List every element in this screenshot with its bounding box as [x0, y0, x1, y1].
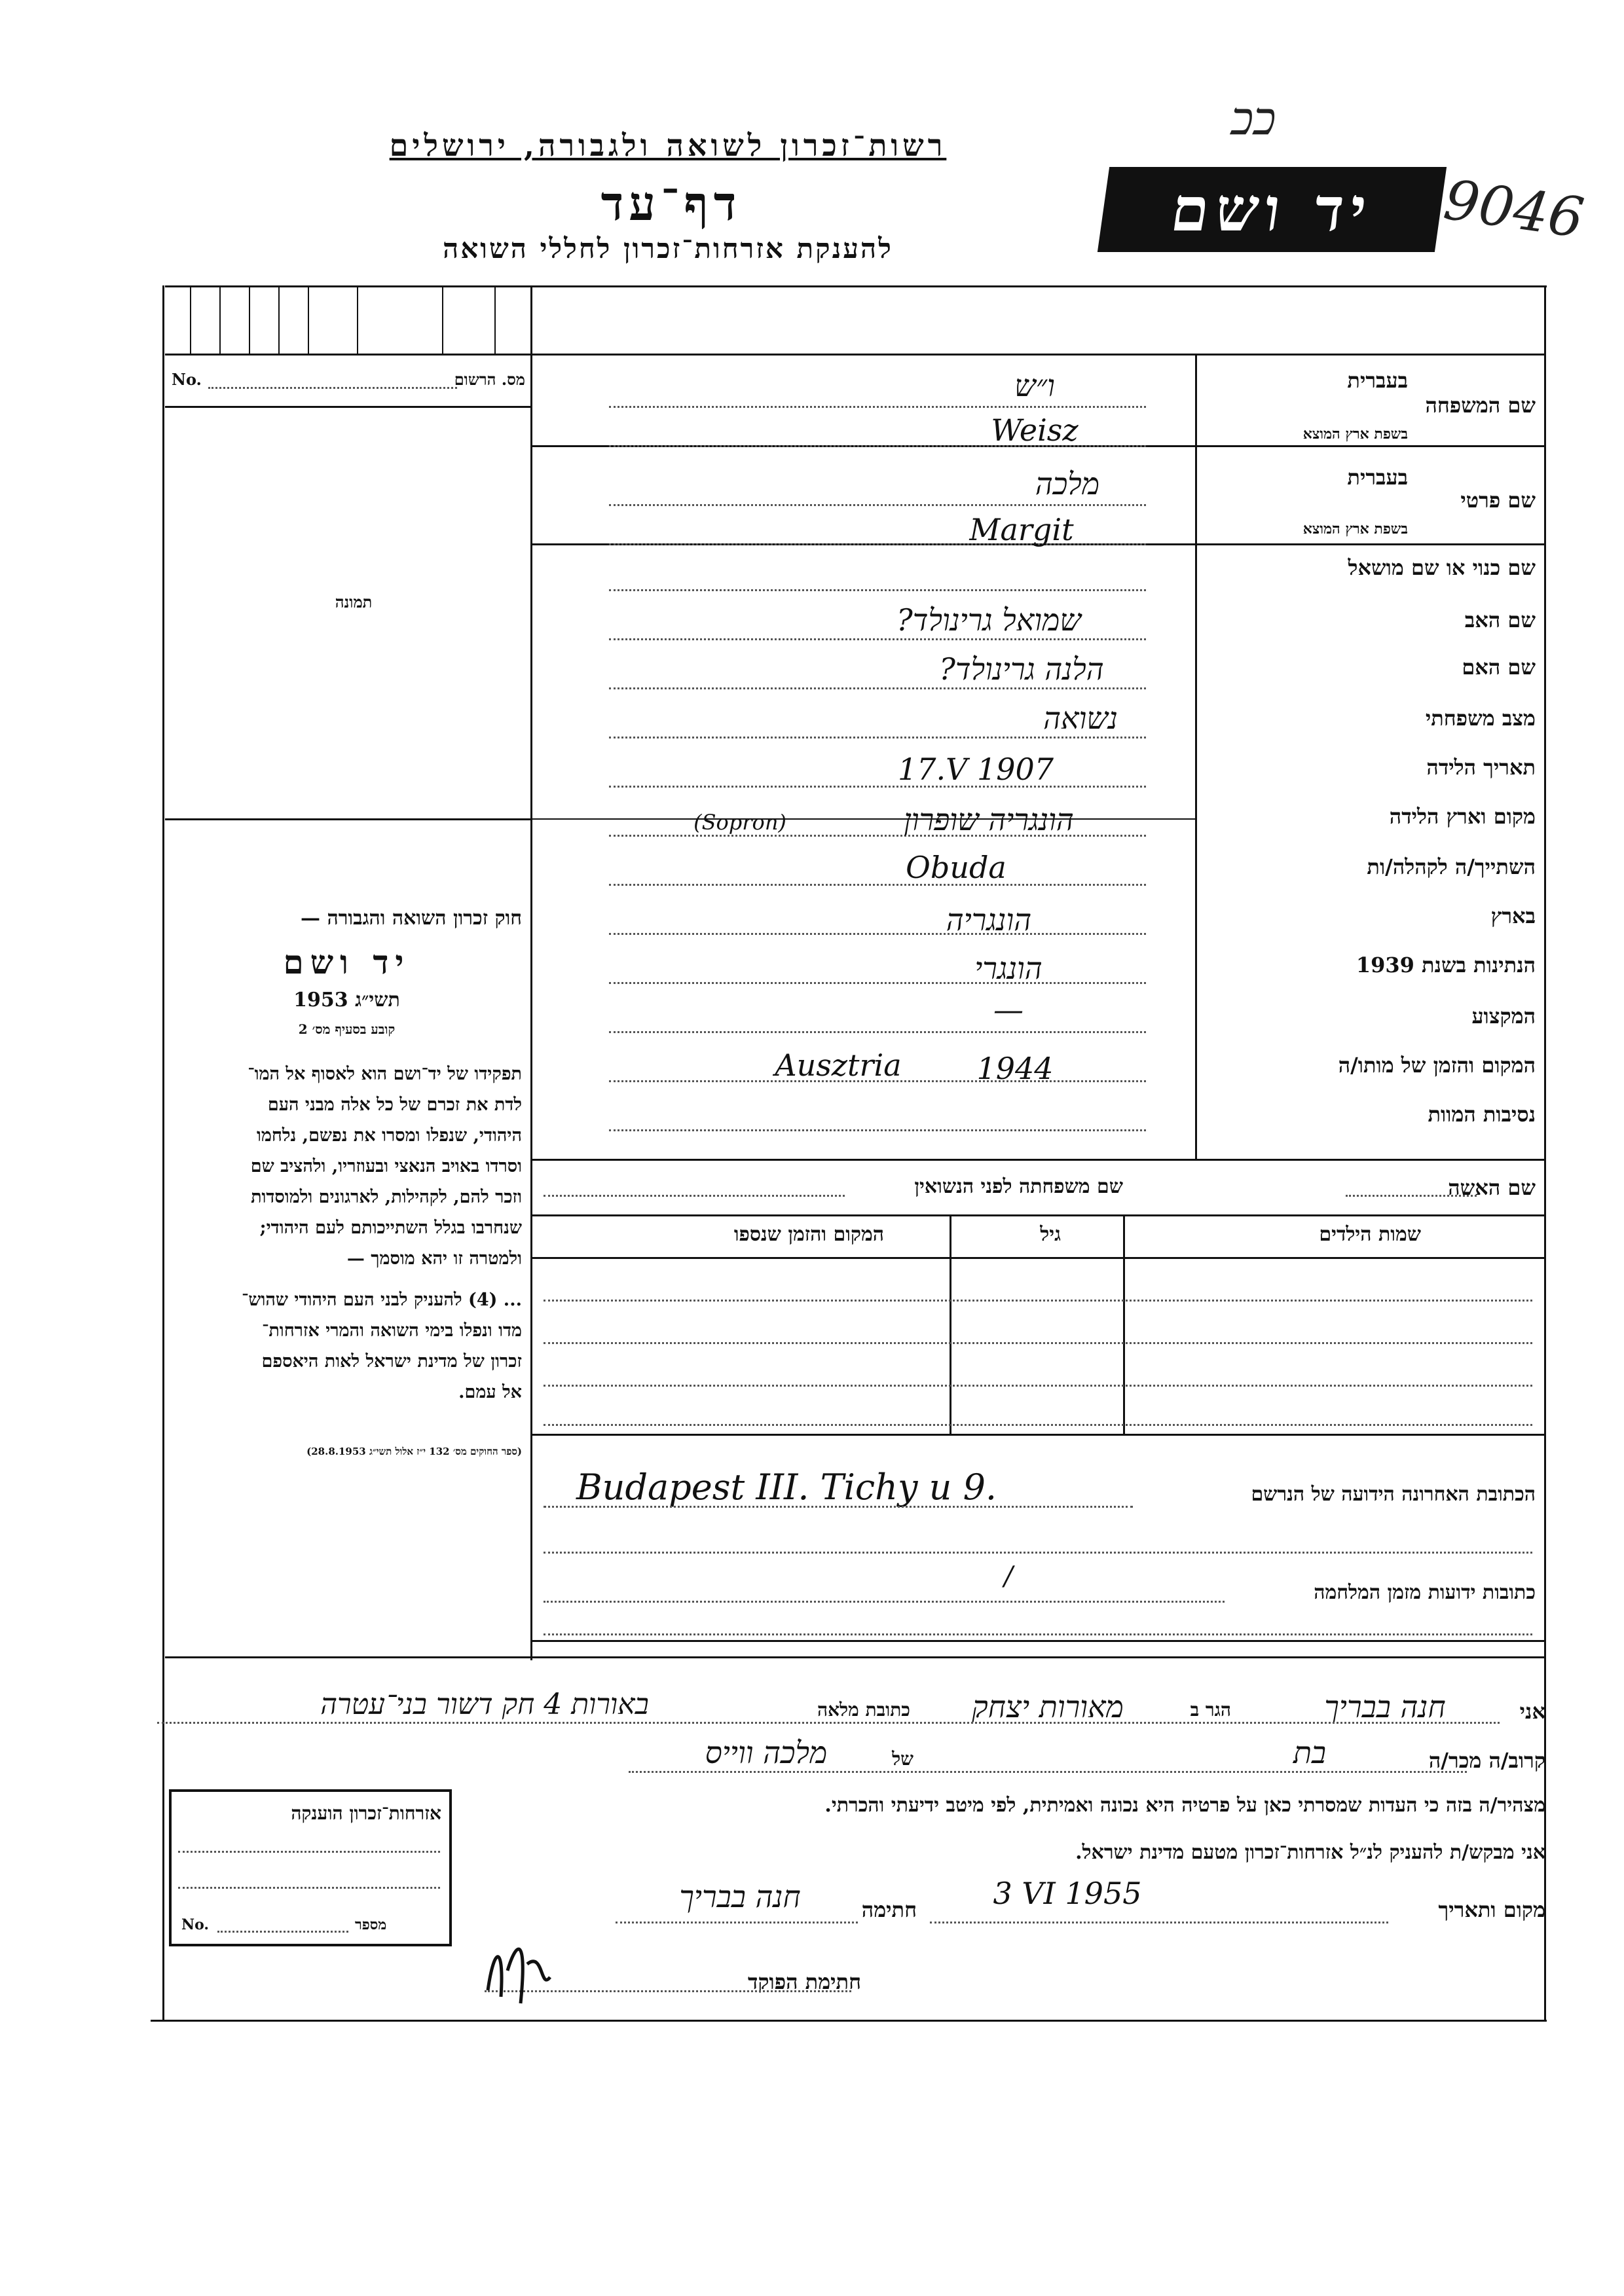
law-line: שנחרבו בגלל השתייכותם לעם היהודי;: [259, 1218, 522, 1238]
citizenship-box-no: No.: [181, 1916, 210, 1933]
first-name-hebrew-value[interactable]: מלכה: [1035, 466, 1100, 501]
marital-value[interactable]: נשואה: [1043, 701, 1118, 736]
family-name-label: שם המשפחה: [1425, 393, 1536, 418]
logo-text: יד ושם: [1166, 174, 1378, 245]
birth-place-value[interactable]: הונגריה שופרון: [904, 802, 1074, 837]
father-label: שם האב: [1464, 608, 1536, 632]
nationality-label: הנתינות בשנת 1939: [1356, 953, 1536, 977]
stamp-number: 9046: [1440, 167, 1588, 251]
form-subtitle: להענקת אזרחות־זכרון לחללי השואה: [443, 232, 893, 264]
law-line: אל עמם.: [458, 1382, 522, 1402]
first-name-local-label: בשפת ארץ המוצא: [1302, 520, 1408, 538]
family-name-hebrew-label: בעברית: [1347, 368, 1408, 393]
officer-signature-scribble: [481, 1931, 553, 2010]
death-place-label: המקום והזמן של מותו/ה: [1338, 1053, 1536, 1078]
father-value[interactable]: שמואל גרינולד?: [896, 602, 1081, 638]
country-label: בארץ: [1490, 903, 1536, 928]
of-value[interactable]: מלכה ווייס: [705, 1735, 828, 1770]
registration-number-field[interactable]: [172, 370, 525, 396]
law-line: וזכר להם, לקהילות, לארגונים ולמוסדות: [251, 1187, 522, 1207]
nationality-value[interactable]: הונגרי: [974, 951, 1043, 986]
family-name-local-value[interactable]: Weisz: [991, 412, 1079, 448]
signature-label: חתימה: [861, 1897, 917, 1922]
children-header-age: גיל: [1040, 1223, 1061, 1246]
declaration-statement: מצהיר/ה בזה כי העדות שמסרתי כאן על פרטיה היא נכונה ואמיתית, לפי מיטב ידיעתי והכרתי.: [824, 1794, 1545, 1817]
declaration-request: אני מבקש/ת להעניק לנ״ל אזרחות־זכרון מטעם מדינת ישראל.: [1075, 1841, 1545, 1864]
country-value[interactable]: הונגריה: [946, 902, 1032, 938]
citizenship-box-number-label: מספר: [355, 1916, 387, 1933]
children-header-names: שמות הילדים: [1319, 1223, 1421, 1246]
death-place-value[interactable]: Ausztria: [775, 1048, 902, 1083]
law-line: היהודי, שנפלו ומסרו את נפשם, נלחמו: [256, 1125, 522, 1146]
first-name-label: שם פרטי: [1460, 488, 1536, 513]
mother-value[interactable]: הלנה גרינולד?: [939, 651, 1104, 687]
occupation-label: המקצוע: [1471, 1004, 1536, 1029]
mother-label: שם האם: [1462, 655, 1536, 680]
law-line: וסרדו באויב הנאצי ובעוזריו, ולהציב שם: [250, 1156, 522, 1176]
citizenship-box-title: אזרחות־זכרון הוענקה: [291, 1802, 441, 1824]
place-date-value[interactable]: 3 VI 1955: [993, 1876, 1142, 1911]
top-scribble: ככ: [1231, 92, 1276, 145]
birth-date-value[interactable]: 17.V 1907: [897, 752, 1054, 787]
family-name-local-label: בשפת ארץ המוצא: [1302, 426, 1408, 443]
law-line: ... (4) להעניק לבני העם היהודי שהוש־: [242, 1290, 522, 1310]
law-title: חוק זכרון השואה והגבורה —: [301, 907, 522, 930]
death-circumstances-label: נסיבות המוות: [1428, 1102, 1536, 1127]
family-name-hebrew-value[interactable]: ו״ש: [1014, 368, 1055, 403]
full-address-label: כתובת מלאה: [817, 1699, 910, 1721]
yad-vashem-logo: [1098, 167, 1447, 252]
wartime-address-label: כתובות ידועות מזמן המלחמה: [1314, 1581, 1536, 1604]
law-line: זכרון של מדינת ישראל לאות היאספם: [261, 1351, 522, 1372]
lives-value[interactable]: מאורות יצחק: [972, 1689, 1124, 1724]
relative-label: קרוב/ה מכר/ה: [1428, 1748, 1545, 1773]
signature-value[interactable]: חנה בבריך: [679, 1879, 801, 1914]
marital-label: מצב משפחתי: [1425, 706, 1536, 731]
law-line: לדת את זכרם של כל אלה מבני העם: [267, 1095, 522, 1115]
children-header-place: המקום והזמן שנספו: [733, 1223, 884, 1246]
lives-label: הגר ב: [1190, 1699, 1231, 1721]
registration-no-label: No.: [172, 370, 202, 389]
law-reference: (ספר החוקים מס׳ 132 י״ז אלול תשי״ג 28.8.1953): [306, 1446, 522, 1457]
children-row[interactable]: [544, 1260, 1532, 1298]
community-label: השתייך/ה לקהלה/ות: [1367, 854, 1536, 879]
photo-placeholder: תמונה: [335, 592, 373, 611]
last-address-label: הכתובת האחרונה הידועה של הנרשם: [1251, 1483, 1536, 1506]
law-section: קובע בסעיף מס׳ 2: [298, 1021, 396, 1037]
children-row[interactable]: [544, 1345, 1532, 1383]
law-line: מדו ונפלו בימי השואה והמרי אזרחות־: [261, 1321, 522, 1341]
place-date-label: מקום ותאריך: [1438, 1897, 1545, 1922]
relative-value[interactable]: בת: [1293, 1735, 1327, 1770]
authority-heading: רשות־זכרון לשואה ולגבורה, ירושלים: [389, 128, 947, 163]
birth-place-label: מקום וארץ הלידה: [1389, 804, 1536, 829]
last-address-value[interactable]: Budapest III. Tichy u 9.: [576, 1467, 997, 1508]
law-name: יד ושם: [283, 943, 411, 981]
children-row[interactable]: [544, 1303, 1532, 1341]
law-year: תשי״ג 1953: [293, 989, 400, 1011]
spouse-label: שם האשה: [1448, 1175, 1536, 1200]
declarant-label: אני: [1519, 1699, 1545, 1724]
wartime-address-value[interactable]: /: [1004, 1561, 1013, 1592]
law-line: תפקידו של יד־ושם הוא לאסוף אל המו־: [248, 1064, 522, 1084]
of-label: של: [892, 1748, 913, 1770]
birth-place-latin-value[interactable]: (Sopron): [693, 810, 786, 835]
citizenship-granted-box: [169, 1789, 452, 1946]
first-name-hebrew-label: בעברית: [1347, 465, 1408, 490]
spouse-maiden-label: שם משפחתה לפני הנשואין: [914, 1175, 1123, 1198]
full-address-value[interactable]: באורות 4 חק דשור בני־עטרה: [320, 1688, 649, 1721]
law-line: ולמטרה זו יהא מוסמך —: [346, 1248, 522, 1269]
officer-signature-label: חתימת הפוקד: [748, 1969, 861, 1994]
community-value[interactable]: Obuda: [906, 850, 1006, 885]
nickname-label: שם כנוי או שם מושאל: [1348, 555, 1536, 580]
declarant-name[interactable]: חנה בבריך: [1324, 1689, 1446, 1724]
registration-label: מס. הרשום: [454, 370, 525, 389]
occupation-value[interactable]: —: [993, 992, 1024, 1027]
form-title: דף־עד: [600, 175, 742, 231]
children-row[interactable]: [544, 1388, 1532, 1426]
death-year-value[interactable]: 1944: [976, 1051, 1054, 1086]
first-name-local-value[interactable]: Margit: [969, 512, 1074, 547]
birth-date-label: תאריך הלידה: [1426, 755, 1536, 780]
